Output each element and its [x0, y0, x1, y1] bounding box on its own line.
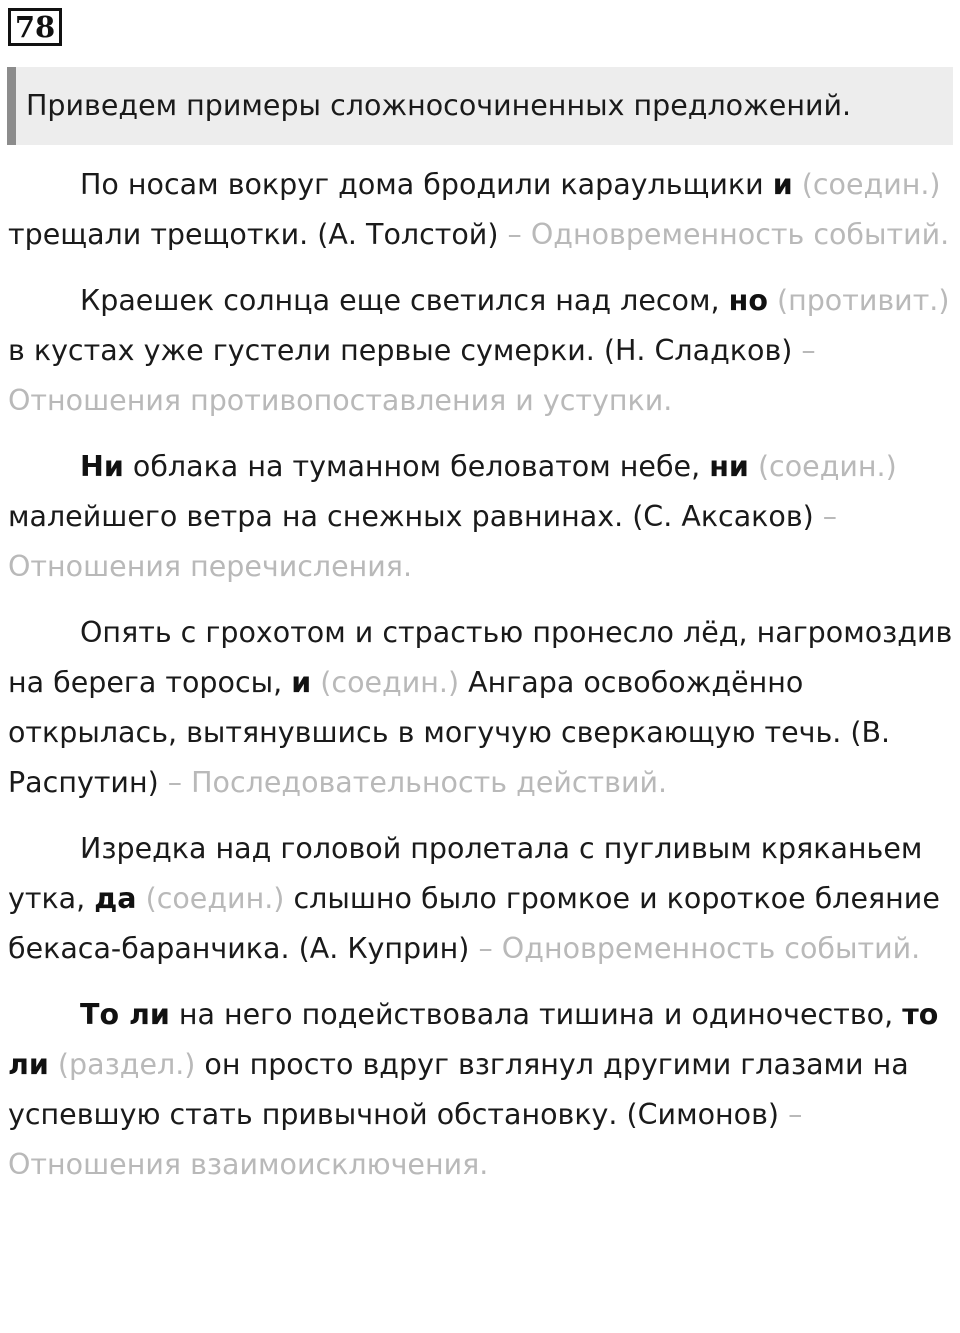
conjunction-type: (соедин.) [320, 666, 460, 699]
examples-list [8, 160, 956, 1206]
example-sentence [8, 160, 956, 260]
conjunction: да [94, 882, 137, 915]
sentence-text: слышно было громкое и короткое блеяние бекаса-баранчика. (А. Куприн) [8, 882, 940, 965]
conjunction-type: (соедин.) [757, 450, 897, 483]
sentence-text: Изредка над головой пролетала с пугливым кряканьем утка, [8, 832, 923, 915]
example-sentence [8, 608, 956, 808]
sentence-text [49, 1048, 58, 1081]
relation-note: – Отношения перечисления. [8, 500, 838, 583]
relation-note: – Отношения противопоставления и уступки. [8, 334, 816, 417]
relation-note: – Одновременность событий. [478, 932, 921, 965]
sentence-text: По носам вокруг дома бродили караульщики [80, 168, 773, 201]
conjunction: и [291, 666, 312, 699]
task-number-box: 78 [8, 8, 62, 46]
relation-note: – Последовательность действий. [167, 766, 668, 799]
conjunction-type: (соедин.) [801, 168, 941, 201]
sentence-text [793, 168, 802, 201]
sentence-text [749, 450, 758, 483]
sentence-text [137, 882, 146, 915]
sentence-text [768, 284, 777, 317]
relation-note: – Отношения взаимоисключения. [8, 1098, 803, 1181]
conjunction: Ни [80, 450, 124, 483]
example-sentence [8, 276, 956, 426]
example-sentence [8, 990, 956, 1190]
conjunction: То ли [80, 998, 170, 1031]
task-statement: Приведем примеры сложносочиненных предложений. [7, 67, 953, 145]
example-sentence [8, 824, 956, 974]
sentence-text: он просто вдруг взглянул другими глазами на успевшую стать привычной обстановку. (Симонов) [8, 1048, 909, 1131]
conjunction-type: (соедин.) [145, 882, 285, 915]
sentence-text: Опять с грохотом и страстью пронесло лёд, нагромоздив на берега торосы, [8, 616, 953, 699]
sentence-text [311, 666, 320, 699]
sentence-text: Краешек солнца еще светился над лесом, [80, 284, 729, 317]
conjunction-type: (противит.) [776, 284, 950, 317]
conjunction: то ли [8, 998, 939, 1081]
example-sentence [8, 442, 956, 592]
conjunction-type: (раздел.) [57, 1048, 196, 1081]
relation-note: – Одновременность событий. [507, 218, 950, 251]
sentence-text: в кустах уже густели первые сумерки. (Н. Сладков) [8, 334, 802, 367]
conjunction: ни [709, 450, 749, 483]
sentence-text: трещали трещотки. (А. Толстой) [8, 218, 508, 251]
conjunction: но [728, 284, 768, 317]
sentence-text: малейшего ветра на снежных равнинах. (С. Аксаков) [8, 500, 823, 533]
sentence-text: Ангара освобождённо открылась, вытянувшись в могучую сверкающую течь. (В. Распутин) [8, 666, 891, 799]
sentence-text: облака на туманном беловатом небе, [123, 450, 710, 483]
sentence-text: на него подействовала тишина и одиночество, [169, 998, 903, 1031]
conjunction: и [772, 168, 793, 201]
